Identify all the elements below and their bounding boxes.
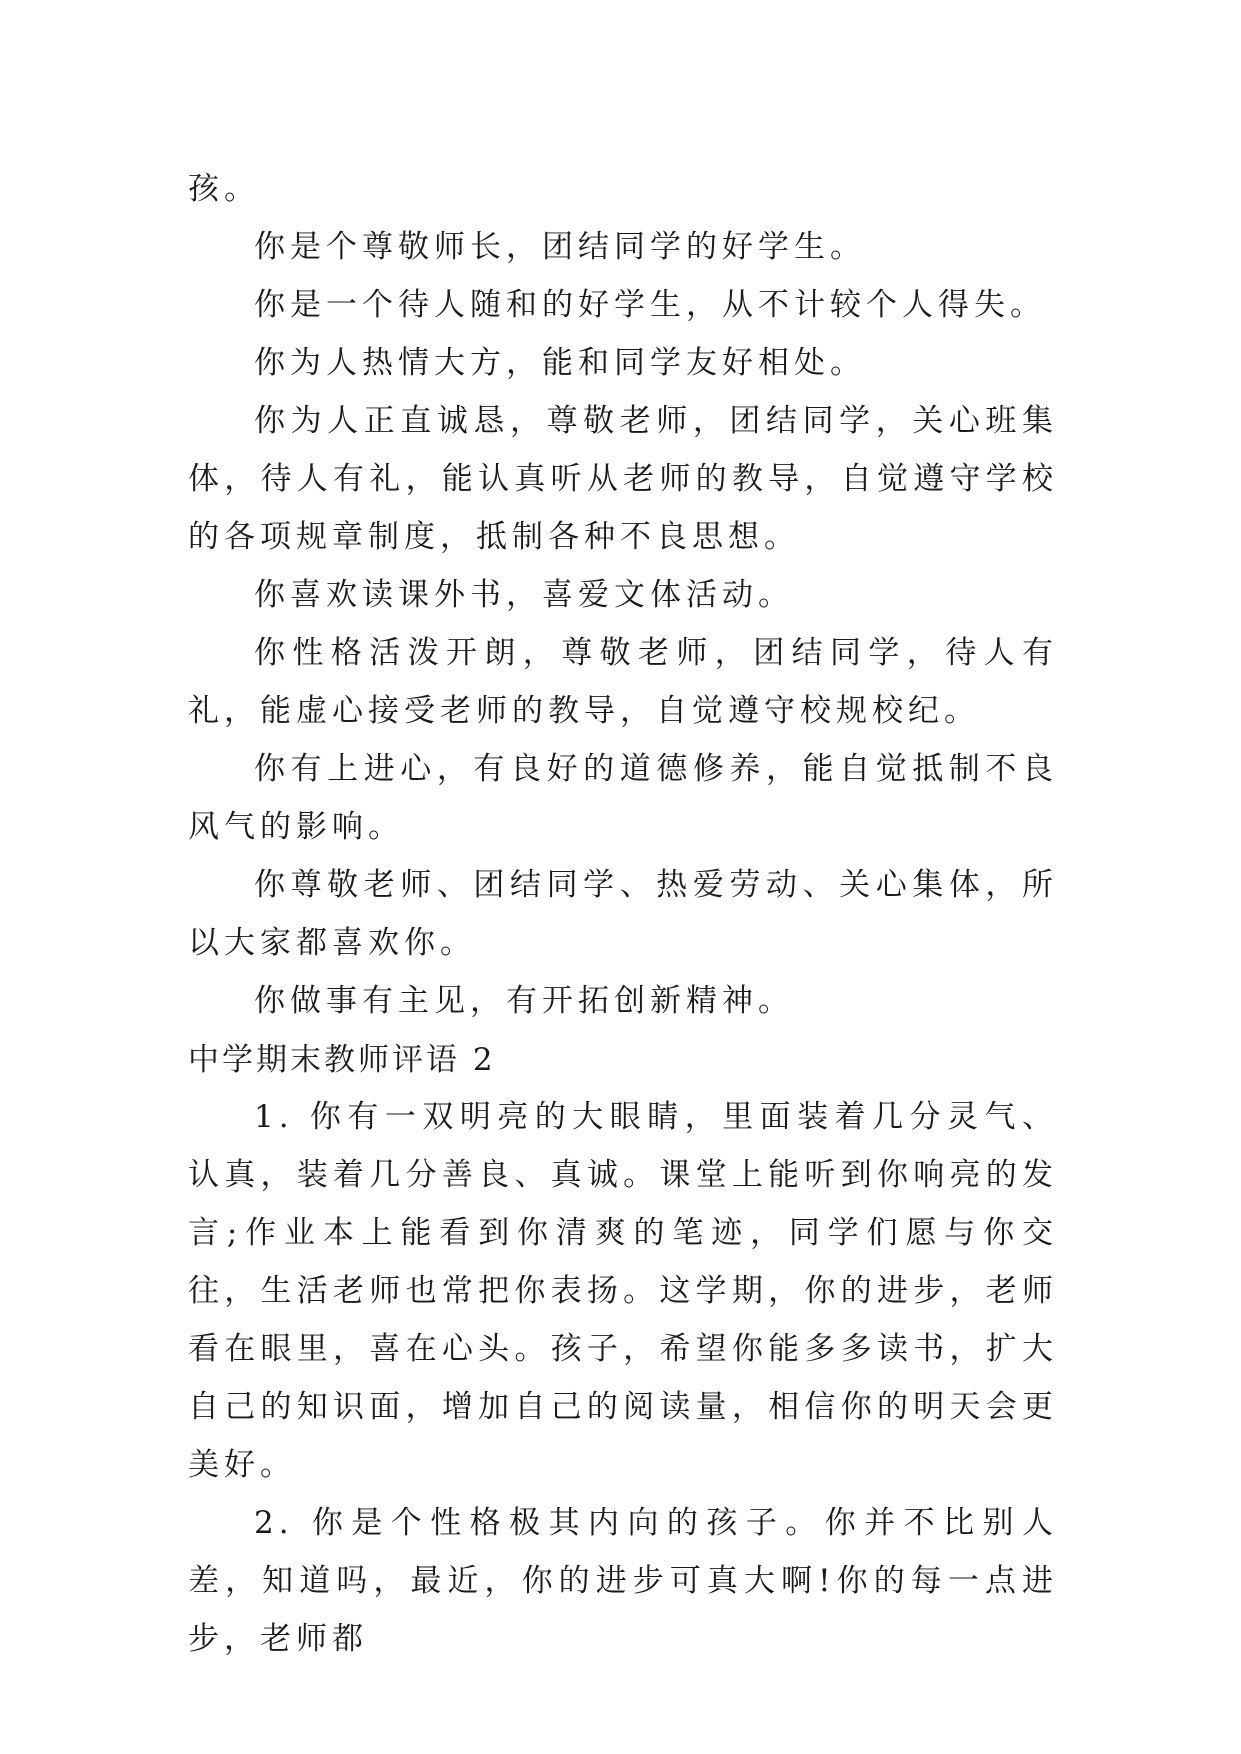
paragraph: 你做事有主见，有开拓创新精神。 xyxy=(254,983,794,1019)
paragraph: 你有上进心，有良好的道德修养，能自觉抵制不良风气的影响。 xyxy=(188,751,1058,845)
section-heading: 中学期末教师评语 2 xyxy=(188,1042,496,1078)
paragraph: 你尊敬老师、团结同学、热爱劳动、关心集体，所以大家都喜欢你。 xyxy=(188,867,1058,961)
paragraph: 你性格活泼开朗，尊敬老师，团结同学，待人有礼，能虚心接受老师的教导，自觉遵守校规校纪。 xyxy=(188,635,1058,729)
paragraph: 你为人正直诚恳，尊敬老师，团结同学，关心班集体，待人有礼，能认真听从老师的教导，自觉遵守学校的各项规章制度，抵制各种不良思想。 xyxy=(188,403,1058,555)
paragraph: 你是一个待人随和的好学生，从不计较个人得失。 xyxy=(254,287,1046,323)
paragraph: 孩。 xyxy=(188,171,260,207)
paragraph: 2. 你是个性格极其内向的孩子。你并不比别人差，知道吗，最近，你的进步可真大啊!你的每一点进步，老师都 xyxy=(188,1505,1058,1657)
paragraph: 你为人热情大方，能和同学友好相处。 xyxy=(254,345,866,381)
document-body xyxy=(188,160,1058,1668)
paragraph: 1. 你有一双明亮的大眼睛，里面装着几分灵气、认真，装着几分善良、真诚。课堂上能听到你响亮的发言;作业本上能看到你清爽的笔迹，同学们愿与你交往，生活老师也常把你表扬。这学期，你的进步，老师看在眼里，喜在心头。孩子，希望你能多多读书，扩大自己的知识面，增加自己的阅读量，相信你的明天会更美好。 xyxy=(188,1099,1058,1483)
paragraph: 你喜欢读课外书，喜爱文体活动。 xyxy=(254,577,794,613)
paragraph: 你是个尊敬师长，团结同学的好学生。 xyxy=(254,229,866,265)
